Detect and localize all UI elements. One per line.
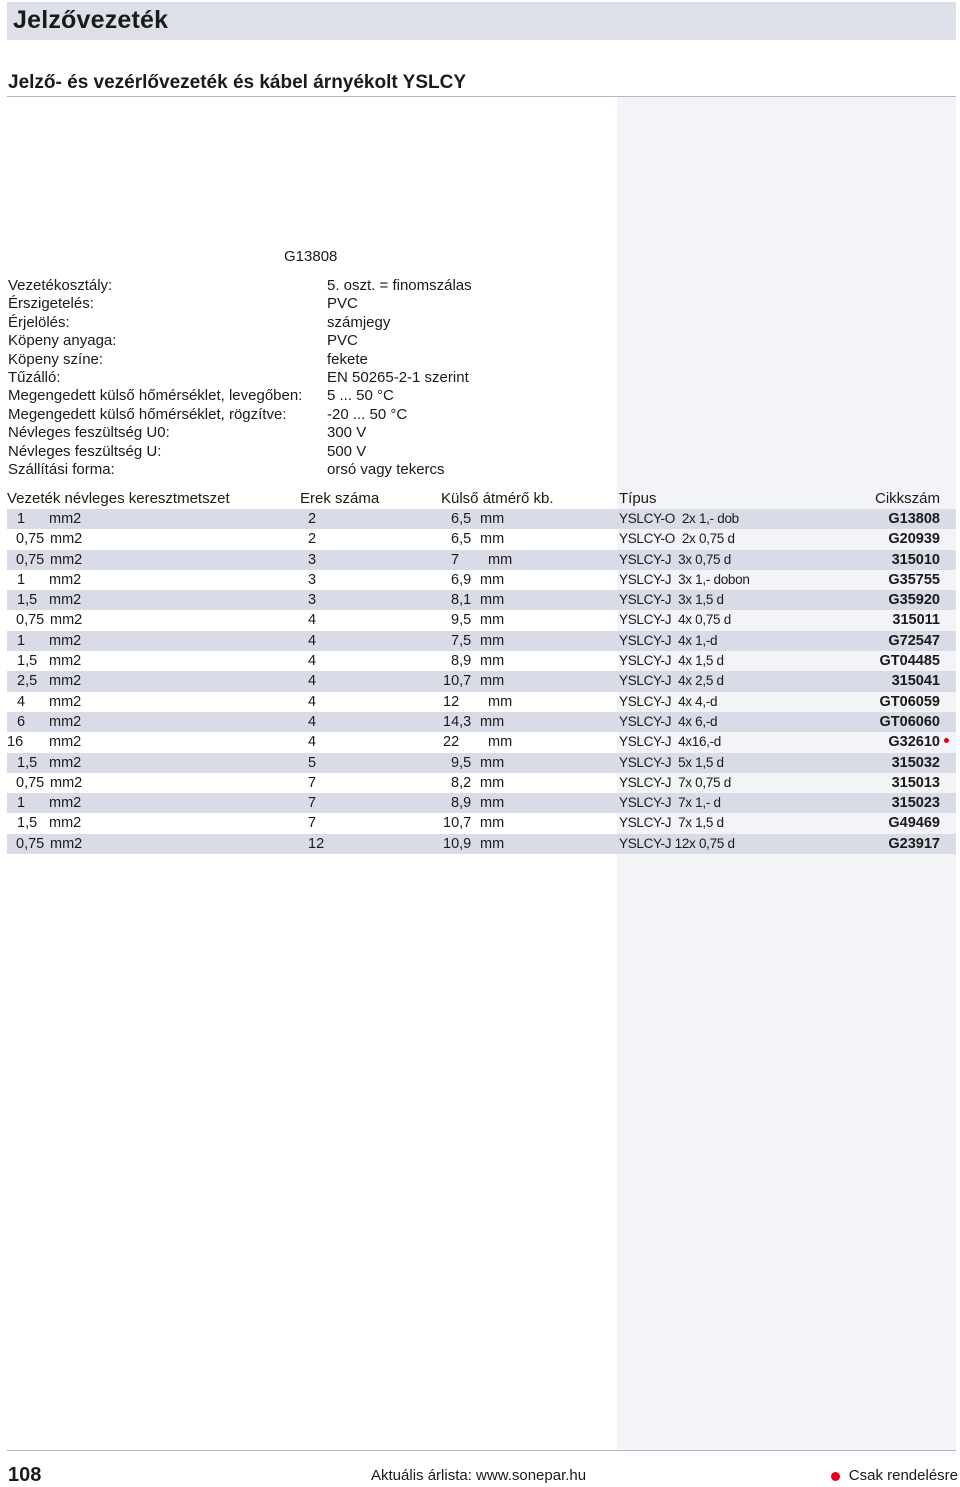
cell-cores: 4 — [308, 713, 317, 730]
spec-row — [8, 387, 608, 405]
cell-size: 1 — [17, 632, 26, 649]
cell-type: YSLCY-J 4x16,-d — [619, 734, 722, 750]
cell-type: YSLCY-J 12x 0,75 d — [619, 835, 735, 851]
cell-size-unit: mm2 — [50, 551, 83, 568]
table-row — [7, 529, 956, 549]
cell-cores: 12 — [308, 835, 325, 852]
spec-label: Érszigetelés: — [8, 295, 94, 313]
table-row — [7, 651, 956, 671]
cell-diameter: 6,5 — [451, 511, 472, 527]
cell-type: YSLCY-J 4x 1,-d — [619, 632, 718, 648]
cell-diameter-unit: mm — [480, 815, 505, 832]
cell-diameter-unit: mm — [480, 612, 505, 629]
cell-size-unit: mm2 — [49, 713, 82, 730]
cell-code: G32610 — [888, 734, 940, 751]
cell-diameter: 6,5 — [451, 531, 472, 548]
cell-diameter: 10,9 — [443, 835, 472, 852]
spec-label: Névleges feszültség U0: — [8, 424, 170, 442]
cell-diameter: 9,5 — [451, 754, 472, 771]
cell-size-unit: mm2 — [50, 612, 83, 629]
cell-type: YSLCY-J 4x 6,-d — [619, 713, 718, 729]
table-row — [7, 813, 956, 833]
table-row — [7, 509, 956, 529]
spec-value: 5. oszt. = finomszálas — [327, 277, 472, 294]
cell-cores: 4 — [308, 612, 317, 629]
cell-code: GT06060 — [879, 713, 940, 730]
table-row — [7, 631, 956, 651]
cell-diameter-unit: mm — [480, 835, 505, 852]
cell-diameter: 10,7 — [443, 815, 472, 832]
table-row — [7, 692, 956, 712]
cell-size-unit: mm2 — [49, 795, 82, 812]
spec-label: Megengedett külső hőmérséklet, levegőben: — [8, 387, 303, 405]
cell-type: YSLCY-J 7x 0,75 d — [619, 774, 731, 790]
cell-code: GT06059 — [879, 693, 940, 710]
cell-diameter-unit: mm — [480, 653, 505, 670]
cell-type: YSLCY-J 3x 1,5 d — [619, 592, 724, 608]
cell-type: YSLCY-J 4x 4,-d — [619, 693, 718, 709]
product-table — [7, 489, 956, 854]
table-row — [7, 712, 956, 732]
table-row — [7, 753, 956, 773]
cell-code: G13808 — [888, 511, 940, 527]
cell-size-unit: mm2 — [49, 511, 82, 527]
table-row — [7, 793, 956, 813]
table-row — [7, 570, 956, 590]
cell-code: 315010 — [891, 551, 940, 568]
cell-type: YSLCY-J 4x 1,5 d — [619, 653, 724, 669]
header-cores: Erek száma — [300, 490, 380, 507]
spec-value: PVC — [327, 332, 358, 350]
product-code: G13808 — [284, 248, 338, 265]
cell-size: 4 — [17, 693, 26, 710]
cell-cores: 4 — [308, 653, 317, 670]
cell-size-unit: mm2 — [50, 835, 83, 852]
cell-size: 2,5 — [17, 673, 38, 690]
cell-type: YSLCY-J 4x 2,5 d — [619, 673, 724, 689]
cell-size-unit: mm2 — [49, 815, 82, 832]
cell-code: 315011 — [892, 612, 940, 629]
cell-code: G23917 — [888, 835, 940, 852]
cell-size: 1 — [17, 795, 26, 812]
cell-size: 16 — [7, 734, 24, 751]
cell-cores: 5 — [308, 754, 317, 771]
cell-size: 1,5 — [17, 754, 38, 771]
cell-size: 0,75 — [16, 835, 45, 852]
table-row — [7, 773, 956, 793]
cell-diameter: 14,3 — [443, 713, 472, 730]
page-title: Jelzővezeték — [13, 6, 169, 34]
table-header — [7, 489, 956, 509]
table-row — [7, 590, 956, 610]
cell-diameter: 6,9 — [451, 571, 472, 588]
cell-diameter-unit: mm — [480, 592, 505, 609]
cell-code: 315032 — [891, 754, 940, 771]
header-bar — [7, 2, 956, 40]
spec-value: 500 V — [327, 442, 367, 460]
cell-diameter-unit: mm — [488, 734, 513, 751]
cell-size: 6 — [17, 713, 26, 730]
cell-size: 0,75 — [16, 774, 45, 791]
section-title: Jelző- és vezérlővezeték és kábel árnyékolt YSLCY — [8, 72, 466, 93]
cell-diameter-unit: mm — [480, 673, 505, 690]
cell-type: YSLCY-O 2x 1,- dob — [619, 511, 739, 526]
spec-row — [8, 369, 608, 387]
cell-size: 0,75 — [16, 612, 45, 629]
table-row — [7, 834, 956, 854]
cell-diameter: 8,2 — [451, 774, 472, 791]
cell-size: 1,5 — [17, 653, 38, 670]
cell-code: G20939 — [888, 531, 940, 548]
cell-diameter: 7 — [451, 551, 460, 568]
spec-row — [8, 461, 608, 479]
cell-size-unit: mm2 — [49, 592, 82, 609]
cell-size: 0,75 — [16, 551, 45, 568]
cell-diameter-unit: mm — [480, 713, 505, 730]
cell-size: 1 — [17, 571, 26, 588]
spec-row — [8, 406, 608, 424]
spec-row — [8, 314, 608, 332]
cell-diameter-unit: mm — [480, 774, 505, 791]
spec-value: PVC — [327, 295, 358, 313]
table-row — [7, 550, 956, 570]
price-list-link[interactable]: Aktuális árlista: www.sonepar.hu — [371, 1467, 587, 1484]
cell-diameter-unit: mm — [480, 632, 505, 649]
spec-label: Megengedett külső hőmérséklet, rögzítve: — [8, 405, 287, 423]
cell-cores: 4 — [308, 632, 317, 649]
cell-diameter-unit: mm — [480, 511, 505, 527]
table-row — [7, 671, 956, 691]
cell-diameter: 10,7 — [443, 673, 472, 690]
cell-code: G72547 — [888, 632, 940, 649]
order-only-legend — [831, 1467, 958, 1484]
spec-row — [8, 295, 608, 313]
spec-label: Szállítási forma: — [8, 460, 115, 478]
cell-code: 315041 — [891, 673, 940, 690]
cell-type: YSLCY-J 7x 1,5 d — [619, 815, 724, 831]
order-only-label: Csak rendelésre — [848, 1467, 958, 1484]
cell-code: 315013 — [891, 774, 940, 791]
header-size: Vezeték névleges keresztmetszet — [7, 490, 230, 507]
cell-size-unit: mm2 — [49, 734, 82, 751]
cell-type: YSLCY-J 7x 1,- d — [619, 795, 721, 811]
cell-diameter: 12 — [443, 693, 460, 710]
spec-row — [8, 424, 608, 442]
spec-label: Tűzálló: — [8, 368, 61, 386]
spec-label: Köpeny anyaga: — [8, 332, 117, 350]
cell-cores: 2 — [308, 531, 317, 548]
table-row — [7, 610, 956, 630]
cell-diameter: 7,5 — [451, 632, 472, 649]
spec-label: Köpeny színe: — [8, 350, 104, 368]
cell-size-unit: mm2 — [49, 571, 82, 588]
cell-diameter-unit: mm — [480, 571, 505, 588]
spec-value: számjegy — [327, 313, 391, 331]
cell-diameter: 8,9 — [451, 653, 472, 670]
cell-diameter-unit: mm — [488, 551, 513, 568]
table-body — [7, 509, 956, 854]
spec-row — [8, 332, 608, 350]
cell-type: YSLCY-J 3x 0,75 d — [619, 551, 731, 567]
section-divider — [7, 96, 956, 97]
cell-type: YSLCY-J 3x 1,- dobon — [619, 571, 750, 587]
spec-row — [8, 277, 608, 295]
cell-cores: 3 — [308, 551, 317, 568]
cell-size: 1,5 — [17, 815, 38, 832]
order-only-dot-icon — [944, 738, 949, 743]
cell-code: G35920 — [888, 592, 940, 609]
cell-size-unit: mm2 — [49, 673, 82, 690]
spec-value: -20 ... 50 °C — [327, 405, 408, 423]
cell-type: YSLCY-J 4x 0,75 d — [619, 612, 731, 628]
spec-value: orsó vagy tekercs — [327, 460, 445, 478]
cell-diameter-unit: mm — [480, 795, 505, 812]
cell-diameter: 8,1 — [451, 592, 472, 609]
cell-cores: 3 — [308, 571, 317, 588]
spec-value: 300 V — [327, 424, 367, 442]
spec-label: Vezetékosztály: — [8, 277, 113, 294]
cell-size-unit: mm2 — [49, 693, 82, 710]
cell-cores: 3 — [308, 592, 317, 609]
spec-row — [8, 443, 608, 461]
cell-code: G49469 — [888, 815, 940, 832]
spec-value: fekete — [327, 350, 368, 368]
cell-cores: 4 — [308, 673, 317, 690]
page-number: 108 — [8, 1464, 42, 1486]
cell-size-unit: mm2 — [49, 754, 82, 771]
cell-code: GT04485 — [879, 653, 940, 670]
spec-list — [8, 277, 608, 479]
header-code: Cikkszám — [874, 490, 940, 507]
cell-size-unit: mm2 — [50, 774, 83, 791]
cell-cores: 7 — [308, 815, 317, 832]
cell-diameter-unit: mm — [480, 754, 505, 771]
cell-code: G35755 — [888, 571, 940, 588]
cell-cores: 4 — [308, 734, 317, 751]
cell-cores: 2 — [308, 511, 317, 527]
cell-diameter: 22 — [443, 734, 460, 751]
spec-row — [8, 351, 608, 369]
header-type: Típus — [619, 490, 657, 507]
cell-size-unit: mm2 — [49, 653, 82, 670]
cell-cores: 7 — [308, 774, 317, 791]
cell-diameter-unit: mm — [480, 531, 505, 548]
cell-code: 315023 — [891, 795, 940, 812]
cell-diameter: 8,9 — [451, 795, 472, 812]
cell-size-unit: mm2 — [49, 632, 82, 649]
cell-size: 1,5 — [17, 592, 38, 609]
cell-diameter: 9,5 — [451, 612, 472, 629]
footer-divider — [7, 1450, 956, 1451]
cell-diameter-unit: mm — [488, 693, 513, 710]
cell-cores: 4 — [308, 693, 317, 710]
header-diameter: Külső átmérő kb. — [441, 490, 554, 507]
spec-label: Névleges feszültség U: — [8, 442, 162, 460]
spec-value: 5 ... 50 °C — [327, 387, 394, 405]
spec-value: EN 50265-2-1 szerint — [327, 368, 469, 386]
order-only-dot-icon — [831, 1472, 840, 1481]
cell-cores: 7 — [308, 795, 317, 812]
spec-label: Érjelölés: — [8, 313, 70, 331]
cell-size-unit: mm2 — [50, 531, 83, 548]
cell-size: 0,75 — [16, 531, 45, 548]
table-row — [7, 732, 956, 752]
cell-size: 1 — [17, 511, 26, 527]
cell-type: YSLCY-J 5x 1,5 d — [619, 754, 724, 770]
cell-type: YSLCY-O 2x 0,75 d — [619, 531, 735, 547]
